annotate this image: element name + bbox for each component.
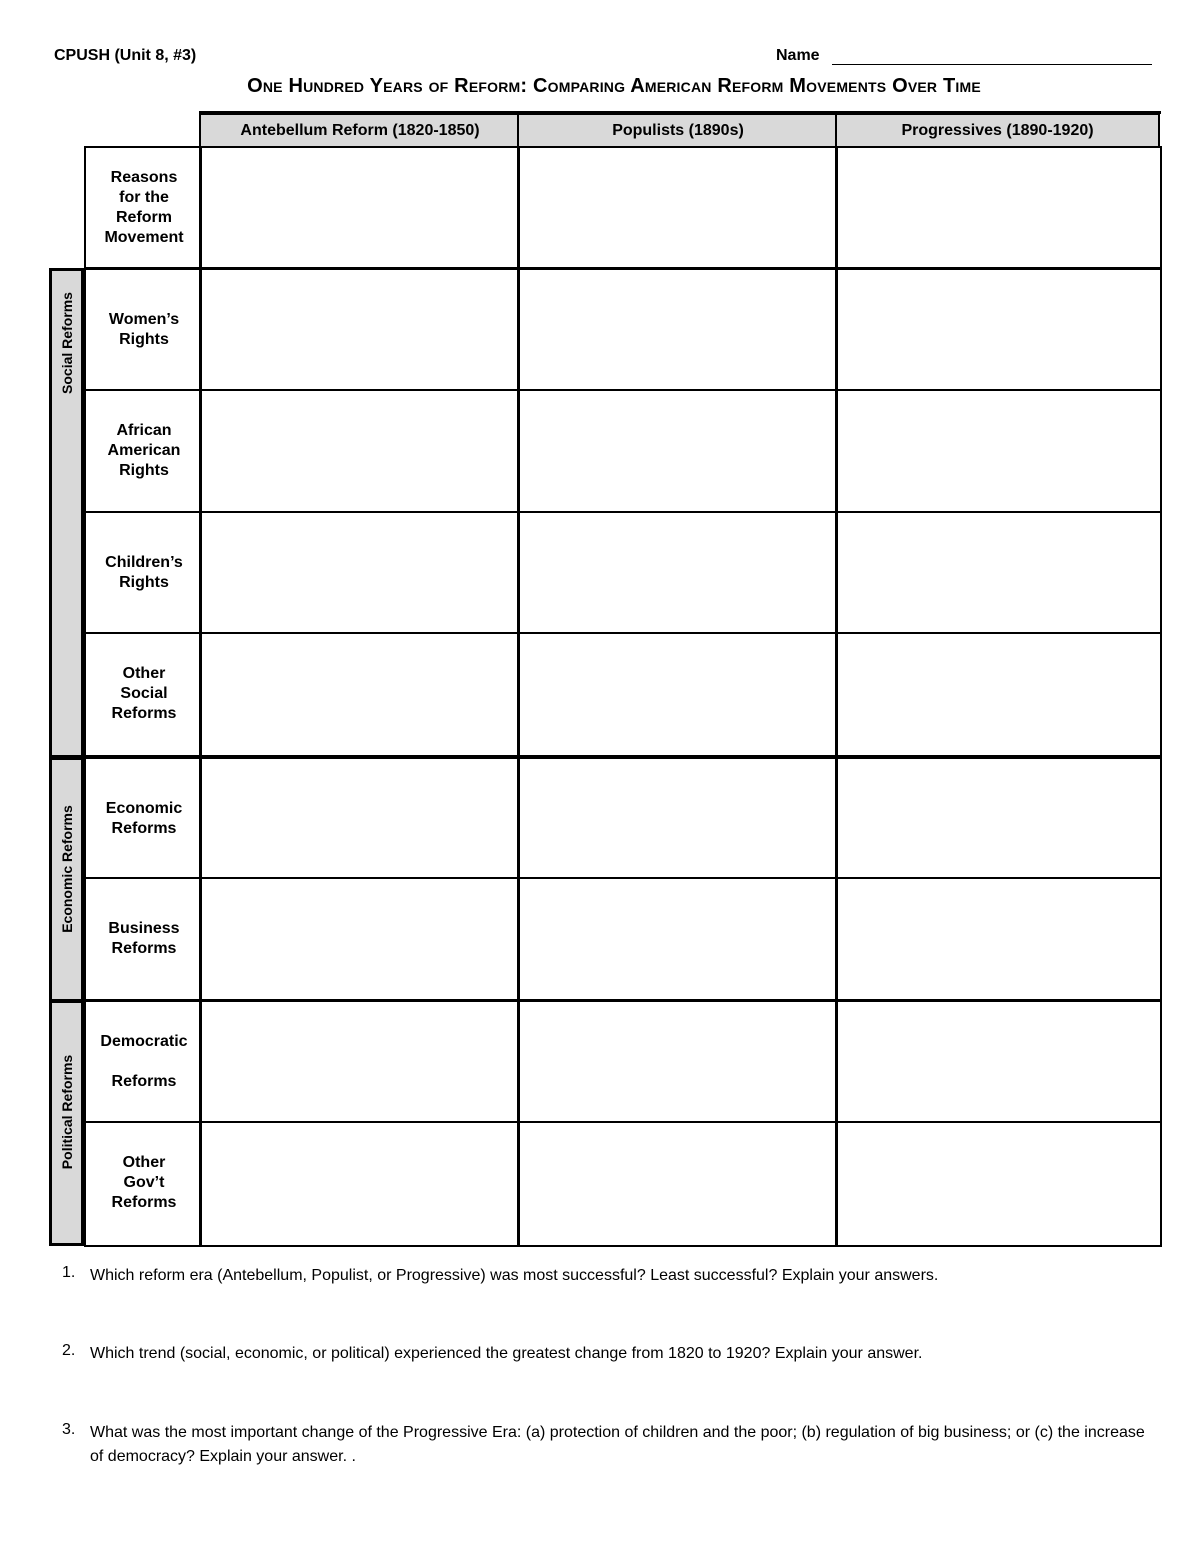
row-divider [84,632,1162,634]
column-header-progressives: Progressives (1890-1920) [835,113,1160,148]
column-header-antebellum: Antebellum Reform (1820-1850) [199,113,521,148]
group-label-economic: Economic Reforms [59,805,75,933]
row-divider [84,389,1162,391]
row-label-other-social-reforms: Other Social Reforms [111,665,177,722]
col-divider [835,146,838,1246]
reform-table [84,146,1162,1247]
col-divider [517,146,520,1246]
group-label-social: Social Reforms [59,292,75,394]
page-title: One Hundred Years of Reform: Comparing American Reform Movements Over Time [247,75,981,97]
row-divider [84,877,1162,879]
row-label-reasons: Reasons for the Reform Movement [104,169,184,246]
row-label-business-reforms: Business Reforms [108,920,180,957]
row-label-economic-reforms: Economic Reforms [105,800,183,837]
question-2-text: Which trend (social, economic, or political) experienced the greatest change from 1820 to 1920? Explain your answer. [90,1345,923,1362]
name-field[interactable] [832,64,1152,65]
column-header-populists: Populists (1890s) [517,113,839,148]
row-divider [84,755,1162,759]
row-divider [84,999,1162,1002]
row-label-other-govt-reforms: Other Gov’t Reforms [111,1154,177,1211]
question-3-text: What was the most important change of the Progressive Era: (a) protection of children and the poor; (b) regulation of big business; or (c) the increase of democracy? Explain your answer. . [90,1424,1145,1465]
header-top-border [199,111,1161,114]
group-label-political: Political Reforms [59,1054,75,1170]
row-divider [84,1121,1162,1123]
name-label: Name [776,47,820,64]
row-divider [84,511,1162,513]
question-1-text: Which reform era (Antebellum, Populist, or Progressive) was most successful? Least successful? Explain your answers. [90,1267,939,1284]
course-label: CPUSH (Unit 8, #3) [54,47,197,64]
row-divider [84,267,1162,270]
row-label-democratic-reforms: Democratic Reforms [100,1033,188,1090]
row-label-childrens-rights: Children’s Rights [105,554,183,591]
row-label-womens-rights: Women’s Rights [108,311,180,348]
row-label-african-american-rights: African American Rights [107,422,181,479]
